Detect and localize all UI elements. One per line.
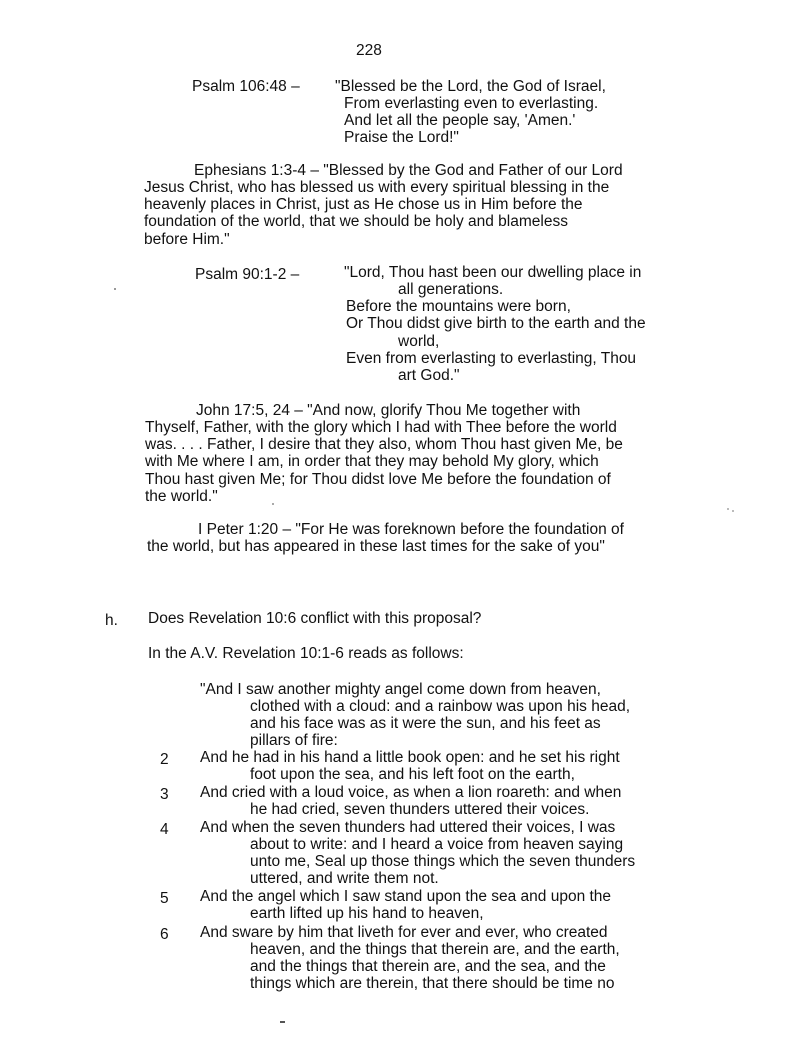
psalm-90-line-1: "Lord, Thou hast been our dwelling place in — [344, 264, 642, 281]
psalm-90-line-7: art God." — [398, 367, 460, 384]
revelation-v4-line-3: unto me, Seal up those things which the seven thunders — [250, 853, 636, 870]
revelation-v1-line-1: "And I saw another mighty angel come down from heaven, — [200, 681, 601, 698]
section-heading: Does Revelation 10:6 conflict with this proposal? — [148, 610, 482, 627]
ephesians-line-5: before Him." — [144, 231, 230, 248]
page-number: 228 — [356, 42, 382, 59]
psalm-106-line-4: Praise the Lord!" — [344, 129, 459, 146]
scan-speck — [732, 510, 734, 512]
psalm-106-line-3: And let all the people say, 'Amen.' — [344, 112, 576, 129]
verse-number-3: 3 — [160, 786, 169, 803]
john-line-3: was. . . . Father, I desire that they also, whom Thou hast given Me, be — [145, 436, 623, 453]
revelation-v3-line-2: he had cried, seven thunders uttered their voices. — [250, 801, 590, 818]
revelation-v4-line-2: about to write: and I heard a voice from heaven saying — [250, 836, 624, 853]
ephesians-line-2: Jesus Christ, who has blessed us with every spiritual blessing in the — [144, 179, 610, 196]
revelation-v2-line-1: And he had in his hand a little book open: and he set his right — [200, 749, 620, 766]
revelation-v6-line-2: heaven, and the things that therein are, and the earth, — [250, 941, 620, 958]
section-label: h. — [105, 612, 118, 629]
revelation-v3-line-1: And cried with a loud voice, as when a lion roareth: and when — [200, 784, 622, 801]
ephesians-line-4: foundation of the world, that we should be holy and blameless — [144, 213, 568, 230]
peter-line-1: I Peter 1:20 – "For He was foreknown before the foundation of — [198, 521, 624, 538]
verse-number-5: 5 — [160, 890, 169, 907]
john-line-2: Thyself, Father, with the glory which I had with Thee before the world — [145, 419, 617, 436]
psalm-90-line-4: Or Thou didst give birth to the earth and the — [346, 315, 646, 332]
psalm-90-line-5: world, — [398, 333, 440, 350]
scan-speck — [272, 503, 274, 505]
psalm-90-reference: Psalm 90:1-2 – — [195, 266, 300, 283]
ephesians-line-1: Ephesians 1:3-4 – "Blessed by the God and Father of our Lord — [194, 162, 623, 179]
psalm-106-line-2: From everlasting even to everlasting. — [344, 95, 599, 112]
scan-speck — [114, 288, 116, 290]
revelation-v6-line-3: and the things that therein are, and the sea, and the — [250, 958, 606, 975]
john-line-6: the world." — [145, 488, 218, 505]
psalm-90-line-3: Before the mountains were born, — [346, 298, 571, 315]
revelation-v1-line-3: and his face was as it were the sun, and his feet as — [250, 715, 601, 732]
section-intro: In the A.V. Revelation 10:1-6 reads as follows: — [148, 645, 464, 662]
psalm-90-line-2: all generations. — [398, 281, 504, 298]
john-line-1: John 17:5, 24 – "And now, glorify Thou Me together with — [196, 402, 581, 419]
john-line-5: Thou hast given Me; for Thou didst love Me before the foundation of — [145, 471, 611, 488]
revelation-v4-line-4: uttered, and write them not. — [250, 870, 439, 887]
revelation-v5-line-2: earth lifted up his hand to heaven, — [250, 905, 484, 922]
psalm-106-reference: Psalm 106:48 – — [192, 78, 300, 95]
verse-number-4: 4 — [160, 821, 169, 838]
john-line-4: with Me where I am, in order that they may behold My glory, which — [145, 453, 599, 470]
verse-number-2: 2 — [160, 751, 169, 768]
psalm-90-line-6: Even from everlasting to everlasting, Thou — [346, 350, 637, 367]
peter-line-2: the world, but has appeared in these last times for the sake of you" — [147, 538, 605, 555]
psalm-106-line-1: "Blessed be the Lord, the God of Israel, — [335, 78, 606, 95]
scan-speck — [727, 508, 729, 510]
revelation-v1-line-4: pillars of fire: — [250, 732, 338, 749]
revelation-v5-line-1: And the angel which I saw stand upon the sea and upon the — [200, 888, 612, 905]
revelation-v4-line-1: And when the seven thunders had uttered their voices, I was — [200, 819, 616, 836]
verse-number-6: 6 — [160, 926, 169, 943]
revelation-v6-line-4: things which are therein, that there should be time no — [250, 975, 615, 992]
scan-speck — [280, 1021, 285, 1023]
ephesians-line-3: heavenly places in Christ, just as He chose us in Him before the — [144, 196, 583, 213]
revelation-v6-line-1: And sware by him that liveth for ever and ever, who created — [200, 924, 608, 941]
revelation-v2-line-2: foot upon the sea, and his left foot on the earth, — [250, 766, 575, 783]
revelation-v1-line-2: clothed with a cloud: and a rainbow was upon his head, — [250, 698, 630, 715]
